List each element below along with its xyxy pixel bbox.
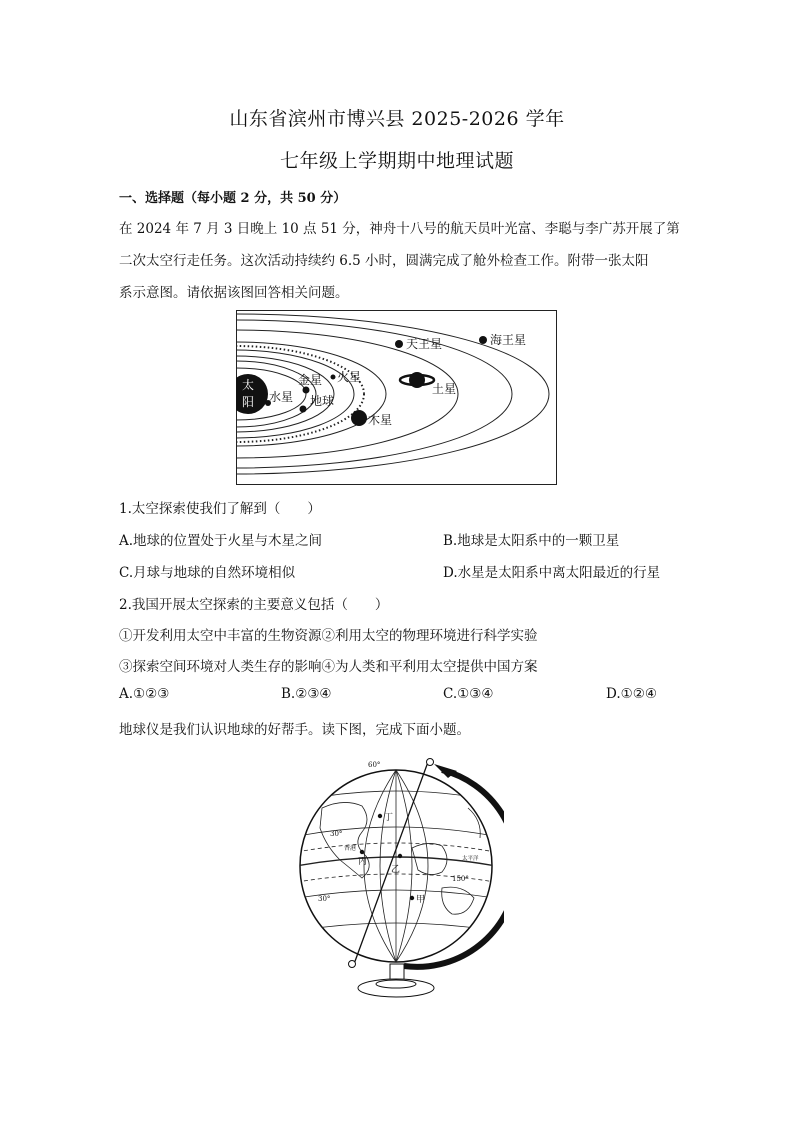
planet-uranus [395, 340, 403, 348]
hk-label: 香港 [344, 845, 357, 852]
intro-line-1: 在 2024 年 7 月 3 日晚上 10 点 51 分，神舟十八号的航天员叶光富、李聪与李广苏开展了第 [119, 221, 680, 237]
intro-line-3: 系示意图。请依据该图回答相关问题。 [119, 285, 349, 301]
q2-option-c[interactable]: C.①③④ [443, 686, 494, 702]
globe-stand-neck [390, 964, 404, 980]
q2-stem: 2.我国开展太空探索的主要意义包括（ ） [119, 597, 389, 613]
globe-figure [292, 748, 504, 1002]
south-pole [349, 961, 356, 968]
q2-option-d[interactable]: D.①②④ [606, 686, 657, 702]
uranus-label: 天王星 [406, 337, 443, 351]
doc-title-line1: 山东省滨州市博兴县 2025-2026 学年 [229, 108, 565, 130]
neptune-label: 海王星 [490, 333, 527, 347]
planet-jupiter [351, 410, 367, 426]
lat-30n-label: 30° [330, 830, 343, 838]
q1-option-c[interactable]: C.月球与地球的自然环境相似 [119, 565, 296, 581]
intro-line-2: 二次太空行走任务。这次活动持续约 6.5 小时，圆满完成了舱外检查工作。附带一张太阳 [119, 253, 649, 269]
planet-venus [303, 387, 310, 394]
point-jia [410, 896, 414, 900]
planet-earth [300, 406, 307, 413]
section-heading: 一、选择题（每小题 2 分，共 50 分） [119, 191, 347, 206]
label-yi: 乙 [391, 865, 401, 875]
q1-option-d[interactable]: D.水星是太阳系中离太阳最近的行星 [443, 565, 661, 581]
q2-statement-1: ①开发利用太空中丰富的生物资源②利用太空的物理环境进行科学实验 [119, 628, 538, 644]
solar-system-figure [236, 310, 558, 486]
earth-label: 地球 [310, 394, 335, 408]
sun-label-2: 阳 [242, 395, 255, 409]
q1-option-a[interactable]: A.地球的位置处于火星与木星之间 [119, 533, 323, 549]
point-bing [360, 850, 364, 854]
point-yi [398, 854, 402, 858]
q2-statement-2: ③探索空间环境对人类生存的影响④为人类和平利用太空提供中国方案 [119, 659, 538, 675]
venus-label: 金星 [298, 373, 323, 387]
lon-150-label: 150° [452, 875, 469, 883]
label-bing: 丙 [358, 857, 368, 867]
lat-30s-label: 30° [318, 895, 331, 903]
doc-title-line2: 七年级上学期期中地理试题 [279, 150, 514, 172]
lat-60-label: 60° [368, 761, 381, 769]
q2-option-a[interactable]: A.①②③ [119, 686, 170, 702]
mercury-label: 水星 [269, 390, 294, 404]
label-ding: 丁 [384, 813, 394, 823]
north-pole [427, 759, 434, 766]
sun-label-1: 太 [242, 378, 255, 392]
saturn-label: 土星 [432, 382, 457, 396]
planet-neptune [479, 336, 487, 344]
q2-option-b[interactable]: B.②③④ [281, 686, 332, 702]
label-jia: 甲 [416, 895, 426, 905]
globe-intro: 地球仪是我们认识地球的好帮手。读下图，完成下面小题。 [119, 722, 470, 738]
point-ding [378, 814, 382, 818]
q1-stem: 1.太空探索使我们了解到（ ） [119, 501, 321, 517]
jupiter-label: 木星 [368, 413, 393, 427]
planet-mars [331, 375, 336, 380]
mars-label: 火星 [337, 370, 362, 384]
ocean-label: 太平洋 [462, 856, 479, 862]
q1-option-b[interactable]: B.地球是太阳系中的一颗卫星 [443, 533, 620, 549]
